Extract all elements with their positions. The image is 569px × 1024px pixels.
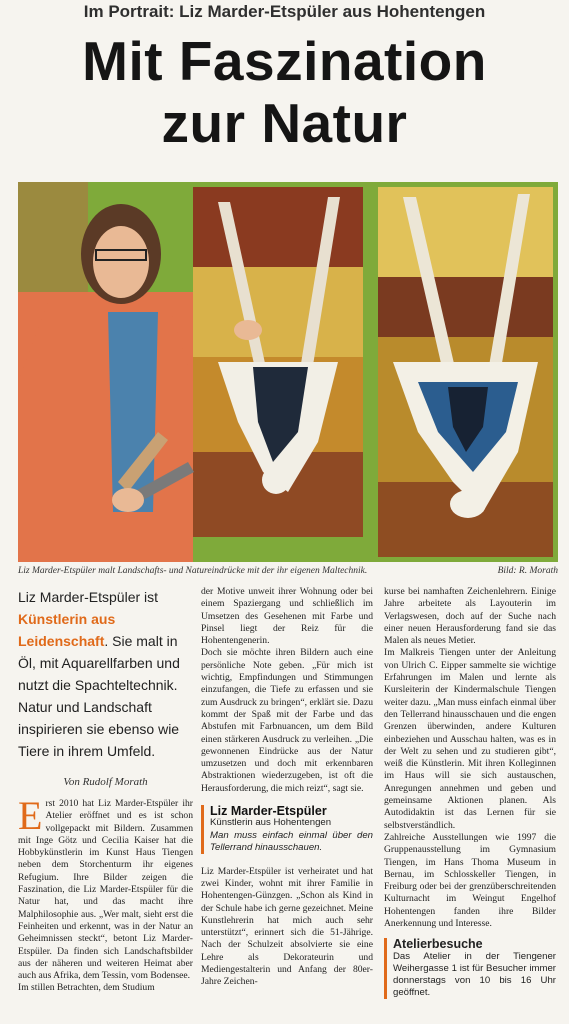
article-photo xyxy=(18,182,558,562)
photo-credit: Bild: R. Morath xyxy=(497,566,558,576)
col3-paragraph-3: Zahlreiche Ausstellungen wie 1997 die Gruppenausstellung im Gymnasium Tiengen, im Hans Thoma Museum in Bernau, im Schlosskeller Tiengen, in Freiburg oder bei der grenzüberschreitenden Kulturnacht im Weingut Engelhof Hohentengen fanden ihre Bilder Anerkennung und Interesse. xyxy=(384,831,556,930)
quote-box xyxy=(201,805,373,854)
col2-paragraph-2: Doch sie möchte ihren Bildern auch eine persönliche Note geben. „Für mich ist wichtig, Empfindungen und Stimmungen einzufangen, die Tiefe zu erfassen und sie zum Ausdruck zu bringen“, erklärt sie. Dazu kommt der Spaß mit der Farbe und das Abstufen mit Farbnuancen, um dem Bild einen stärkeren Ausdruck zu verleihen. „Die gewonnenen Eindrücke aus der Natur umzusetzen und doch mit erkennbaren Abstraktionen wiederzugeben, ist oft die Herausforderung, die mich reizt“, sagt sie. xyxy=(201,647,373,794)
column-1-body xyxy=(18,793,193,995)
quote-box-subtitle: Künstlerin aus Hohentengen xyxy=(210,817,332,829)
col1-text: rst 2010 hat Liz Marder-Etspüler ihr Atelier eröffnet und es ist schon vollgepackt mit Bildern. Zusammen mit Inge Götz und Cecilia Kaiser hat die Hobbykünstlerin im Kunst Haus Tiengen neben dem Storchenturm ihr eigenes Refugium. Ihre Bilder zeigen die Faszination, die Liz Marder-Etspüler für die Natur hat, und das macht ihre Malphilosophie aus. „Wer malt, sieht erst die Feinheiten und erkennt, was in der Natur an Geheimnissen steckt“, betont Liz Marder-Etspüler. Da finden sich Landschaftsbilder aus der näheren und weiteren Heimat aber auch aus Afrika, dem Tessin, vom Bodensee. xyxy=(18,798,193,982)
col3-paragraph-1: kurse bei namhaften Zeichenlehrern. Einige Jahre arbeitete als Layouterin im Verlagswesen, doch auf der Suche nach einer neuen Herausforderung fand sie das Malen als neues Metier. xyxy=(384,586,556,647)
dropcap: E xyxy=(18,793,43,838)
lead-highlight: Künstlerin aus Leidenschaft xyxy=(18,611,116,649)
col3-paragraph-2: Im Malkreis Tiengen unter der Anleitung von Ulrich C. Eipper sammelte sie wichtige Erfahrungen im Malen und lernte als Kursleiterin der Kindermalschule Tiengen weiter dazu. „Man muss einfach einmal über den Tellerrand hinausschauen und die engen Grenzen überwinden, andere Kulturen einbeziehen und Ausschau halten, was es in der Welt zu sehen und zu studieren gibt“, weiß die Künstlerin. Mit ihren Kolleginnen im Haus will sie sich austauschen, Anregungen annehmen und geben und gemeinsame Aktionen planen. Als Autodidaktin ist das Lernen für sie selbstverständlich. xyxy=(384,647,556,831)
lead-paragraph xyxy=(18,586,193,762)
author-byline: Von Rudolf Morath xyxy=(63,776,148,788)
quote-box-quote: Man muss einfach einmal über den Tellerrand hinausschauen. xyxy=(210,829,373,853)
headline xyxy=(0,30,569,154)
headline-line-1: Mit Faszination xyxy=(82,30,487,92)
col1-text-2: Im stillen Betrachten, dem Studium xyxy=(18,982,155,994)
column-2 xyxy=(201,586,373,989)
column-3 xyxy=(384,586,556,999)
col2-paragraph-3: Liz Marder-Etspüler ist verheiratet und hat zwei Kinder, wohnt mit ihrer Familie in Hohentengen-Günzgen. „Schon als Kind in der Schule habe ich gerne gezeichnet. Meine Kunstlehrerin hat mich auch sehr unterstützt“, erinnert sich die 51-Jährige. Nach der Schulzeit absolvierte sie eine Lehre als Dekorateurin und Mediengestalterin und Anfang der 80er-Jahre Zeichen- xyxy=(201,865,373,988)
caption-text: Liz Marder-Etspüler malt Landschafts- und Natureindrücke mit der ihr eigenen Maltechnik. xyxy=(18,566,368,576)
headline-line-2: zur Natur xyxy=(161,92,408,154)
kicker: Im Portrait: Liz Marder-Etspüler aus Hohentengen xyxy=(83,2,486,21)
lead-text-2: . Sie malt in Öl, mit Aquarellfarben und nutzt die Spachteltechnik. Natur und Landschaft inspirieren sie ebenso wie Tiere in ihrem Umfeld. xyxy=(18,633,180,759)
lead-text-1: Liz Marder-Etspüler ist xyxy=(18,589,159,605)
info-box-title: Atelierbesuche xyxy=(393,937,483,952)
quote-box-title: Liz Marder-Etspüler xyxy=(210,804,327,819)
photo-illustration xyxy=(18,182,558,562)
info-box-body: Das Atelier in der Tiengener Weihergasse 1 ist für Besucher immer donnerstags von 10 bis 16 Uhr geöffnet. xyxy=(393,950,556,998)
column-1 xyxy=(18,586,193,995)
info-box xyxy=(384,938,556,998)
col2-paragraph-1: der Motive unweit ihrer Wohnung oder bei einem Spaziergang und schließlich im Umsetzen des Gesehenen mit Farbe und Pinsel liegt der Reiz für die Hohentengenerin. xyxy=(201,586,373,647)
photo-caption xyxy=(18,566,558,576)
